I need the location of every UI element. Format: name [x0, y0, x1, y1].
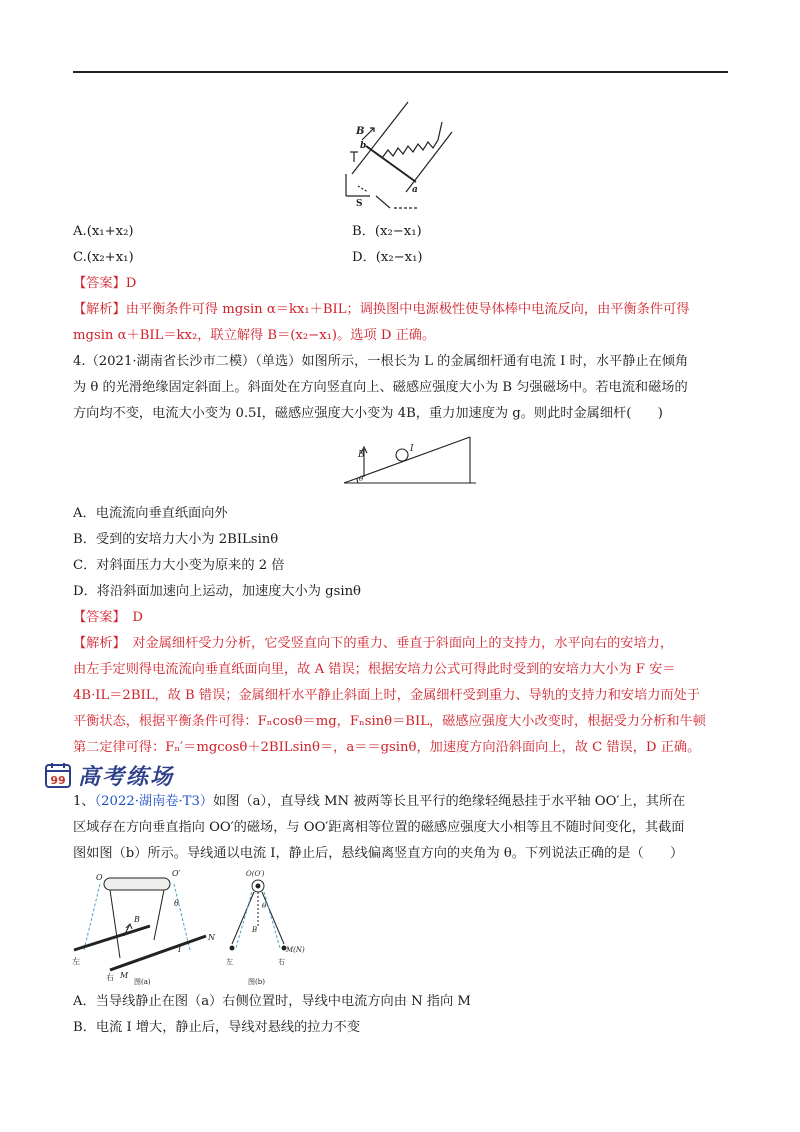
q1a-label-i: I	[178, 945, 182, 954]
q3-option-d: D．(x₂−x₁)	[352, 250, 423, 265]
calendar-icon	[45, 762, 71, 788]
header-rule	[73, 71, 728, 73]
q1b-label-theta: θ	[262, 902, 267, 910]
q3-analysis-line-1: 【解析】由平衡条件可得 mgsin α＝kx₁＋BIL；调换图中电源极性使导体棒中电流反向，由平衡条件可得	[73, 302, 690, 317]
q1-stem-line-2: 区域存在方向垂直指向 OO′的磁场，与 OO′距离相等位置的磁感应强度大小相等且不随时间变化，其截面	[73, 820, 685, 835]
q1a-label-right: 右	[106, 973, 114, 982]
q1b-label-left: 左	[226, 958, 233, 966]
q3-label-switch: S	[356, 199, 363, 209]
q1a-label-b: B	[134, 915, 140, 924]
q3-label-a-end: a	[412, 185, 418, 195]
q4-option-b: B．受到的安培力大小为 2BILsinθ	[73, 532, 279, 547]
q3-option-b: B．(x₂−x₁)	[352, 224, 422, 239]
section-title: 高考练场	[78, 764, 175, 790]
q1a-label-o: O	[96, 873, 103, 882]
q1-stem-line-3: 图如图（b）所示。导线通以电流 I，静止后，悬线偏离竖直方向的夹角为 θ。下列说法正确的是（ ）	[73, 846, 684, 861]
q4-label-b-field: B	[358, 450, 365, 460]
q1a-label-m: M	[120, 971, 129, 980]
q1-number: 1、	[73, 794, 95, 809]
q3-label-b-end: b	[360, 141, 367, 151]
q1b-caption: 图(b)	[248, 978, 265, 986]
q1a-label-left: 左	[72, 957, 80, 966]
q1-option-b: B．电流 I 增大，静止后，导线对悬线的拉力不变	[73, 1020, 361, 1035]
q3-rail-right	[406, 132, 452, 192]
q3-figure	[338, 100, 458, 212]
q4-stem-line-2: 为 θ 的光滑绝缘固定斜面上。斜面处在方向竖直向上、磁感应强度大小为 B 匀强磁场中。若电流和磁场的	[73, 380, 688, 395]
q4-rod-cross-section	[396, 449, 408, 461]
q1-stem-line-1-rest: 如图（a），直导线 MN 被两等长且平行的绝缘轻绳悬挂于水平轴 OO′上，其所在	[213, 794, 686, 809]
banner-icon-number: 99	[50, 774, 66, 787]
q3-option-c: C.(x₂+x₁)	[73, 250, 134, 265]
q3-analysis-line-2: mgsin α＋BIL＝kx₂，联立解得 B＝(x₂−x₁)。选项 D 正确。	[73, 328, 436, 343]
q1b-label-mn: M(N)	[286, 946, 305, 954]
q4-analysis-line-3: 4B·IL＝2BIL，故 B 错误；金属细杆水平静止斜面上时，金属细杆受到重力、导轨的支持力和安培力而处于	[73, 688, 701, 703]
q4-stem-line-3: 方向均不变，电流大小变为 0.5I，磁感应强度大小变为 4B，重力加速度为 g。则此时金属细杆( )	[73, 406, 663, 421]
q4-analysis-line-5: 第二定律可得：Fₙ′＝mgcosθ＋2BILsinθ＝，a＝＝gsinθ，加速度方向沿斜面向上，故 C 错误，D 正确。	[73, 740, 701, 755]
q1b-label-b: B	[252, 926, 258, 934]
q4-stem-line-1: 4.（2021·湖南省长沙市二模）（单选）如图所示，一根长为 L 的金属细杆通有电流 I 时，水平静止在倾角	[73, 354, 689, 369]
q4-option-c: C．对斜面压力大小变为原来的 2 倍	[73, 558, 285, 573]
q4-analysis-line-2: 由左手定则得电流流向垂直纸面向里，故 A 错误；根据安培力公式可得此时受到的安培力大小为 F 安＝	[73, 662, 676, 677]
q1a-label-o-prime: O′	[172, 869, 181, 878]
q4-answer: 【答案】 D	[73, 610, 143, 625]
q1-source: （2022·湖南卷·T3）	[94, 794, 214, 809]
q3-spring	[382, 140, 438, 158]
q4-option-d: D．将沿斜面加速向上运动，加速度大小为 gsinθ	[73, 584, 361, 599]
q1a-rod-left	[74, 926, 150, 950]
q4-analysis-line-4: 平衡状态，根据平衡条件可得：Fₙcosθ＝mg，Fₙsinθ＝BIL，磁感应强度大小改变时，根据受力分析和牛顿	[73, 714, 706, 729]
q1-stem-line-1	[73, 792, 685, 812]
q4-option-a: A．电流流向垂直纸面向外	[73, 506, 228, 521]
q3-answer: 【答案】D	[73, 276, 137, 291]
q1-figure-b	[222, 866, 305, 986]
q1a-rod-mn	[110, 936, 206, 970]
q1-option-a: A．当导线静止在图（a）右侧位置时，导线中电流方向由 N 指向 M	[73, 994, 471, 1009]
q4-figure	[340, 433, 480, 491]
q3-rail-left	[352, 102, 408, 174]
q3-option-a: A.(x₁+x₂)	[73, 224, 134, 239]
q1b-label-right: 右	[278, 958, 285, 966]
q4-label-current: I	[410, 444, 414, 454]
q1a-label-theta: θ	[174, 899, 179, 908]
q1a-axis-cylinder	[104, 878, 170, 890]
q3-label-b-field: B	[356, 126, 365, 137]
q1b-label-o: O(O′)	[246, 870, 265, 878]
q4-label-angle: θ	[359, 475, 364, 483]
q3-rod-ab	[366, 146, 416, 182]
q1a-label-n: N	[208, 933, 215, 942]
q4-analysis-line-1: 【解析】 对金属细杆受力分析，它受竖直向下的重力、垂直于斜面向上的支持力，水平向右的安培力，	[73, 636, 674, 651]
q1a-caption: 图(a)	[134, 978, 151, 986]
q1-figure-a	[70, 866, 220, 984]
